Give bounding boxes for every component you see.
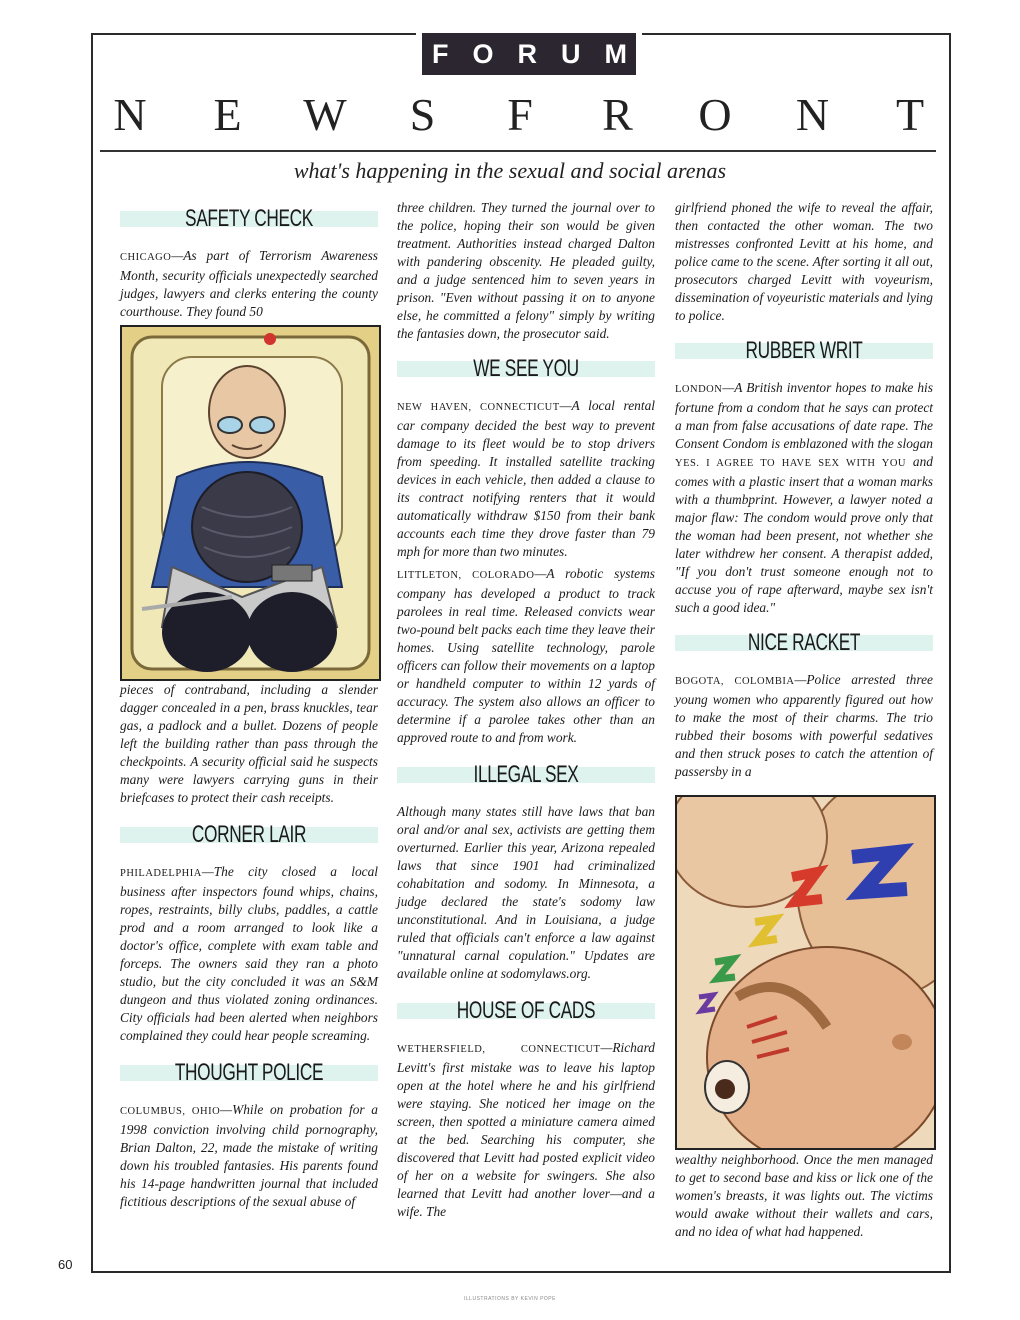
article-rubber-writ <box>675 379 933 617</box>
headline-text: HOUSE OF CADS <box>456 997 596 1024</box>
article-text: —A robotic systems company has developed a product to track parolees in real time. Released convicts wear two-pound belt packs each time they leave their homes. Using satellite technology, parole officers can follow their movements on a laptop or handheld computer to within 12 yards of accuracy. The system also allows an officer to determine if a parolee takes other than an approved route to and from work. <box>397 566 655 745</box>
forum-banner: FORUM <box>422 33 636 75</box>
newsfront-letter: S <box>409 89 436 140</box>
headline-illegal-sex <box>397 757 655 793</box>
page-number: 60 <box>58 1257 73 1272</box>
condom-slogan: YES. I AGREE TO HAVE SEX WITH YOU <box>675 458 906 469</box>
headline-house-of-cads <box>397 993 655 1029</box>
sleeping-face-zzz-illustration <box>675 795 936 1150</box>
column-3-bottom <box>675 1151 933 1241</box>
newsfront-letter: N <box>795 89 830 140</box>
newsfront-letter: W <box>303 89 347 140</box>
article-we-see-you-littleton <box>397 565 655 747</box>
headline-text: ILLEGAL SEX <box>473 761 579 788</box>
column-2 <box>397 199 655 1221</box>
article-thought-police-part-1 <box>120 1101 378 1211</box>
article-house-of-cads-part-2: girlfriend phoned the wife to reveal the affair, then contacted the other woman. The two mistresses confronted Levitt at his home, and police came to the scene. After sorting it all out, prosecutors charged Levitt with voyeurism, dissemination of voyeuristic materials and lying to police. <box>675 200 933 323</box>
dateline: PHILADELPHIA <box>120 868 202 879</box>
dateline: CHICAGO <box>120 252 172 263</box>
article-we-see-you-new-haven <box>397 397 655 561</box>
article-safety-check-part-2: pieces of contraband, including a slender dagger concealed in a pen, brass knuckles, tear gas, a padlock and a bullet. Dozens of people left the building rather than pass through the checkpoints. A security official said he suspects many were lawyers carrying guns in their briefcases to protect their cash receipts. <box>120 682 378 805</box>
dateline: COLUMBUS, OHIO <box>120 1106 221 1117</box>
article-text: —Richard Levitt's first mistake was to leave his laptop open at the hotel where he and his girlfriend were staying. She noticed her image on the screen, then spotted a miniature camera aimed at the bed. Searching his computer, she discovered that Levitt had posted explicit video of her on a website for swingers. She also learned that Levitt had another lover—and a wife. The <box>397 1040 655 1219</box>
article-text: —A British inventor hopes to make his fortune from a condom that he says can protect a man from false accusations of date rape. The Consent Condom is emblazoned with the slogan <box>675 380 933 451</box>
headline-thought-police <box>120 1055 378 1091</box>
newsfront-letter: E <box>213 89 242 140</box>
article-nice-racket-part-2: wealthy neighborhood. Once the men managed to get to second base and kiss or lick one of the women's breasts, it was lights out. The victims would awake without their wallets and cars, and no idea of what had happened. <box>675 1152 933 1239</box>
masthead-rule <box>100 150 936 152</box>
newsfront-letter: T <box>895 89 925 140</box>
newsfront-letter: R <box>602 89 633 140</box>
article-text: —Police arrested three young women who apparently figured out how to make the most of their charms. The trio rubbed their bosoms with powerful sedatives and then struck poses to catch the attention of passersby in a <box>675 672 933 779</box>
article-text: —The city closed a local business after inspectors found whips, chains, ropes, restraints, billy clubs, paddles, a cattle prod and a room arranged to look like a doctor's office, complete with exam table and forceps. The owners said they ran a photo studio, but the city concluded it was an S&M dungeon and thus violated zoning ordinances. City officials had been alerted when neighbors complained they could hear people screaming. <box>120 864 378 1043</box>
illustration-art <box>122 327 379 679</box>
bald-man-in-chair-illustration <box>120 325 381 681</box>
article-text: —While on probation for a 1998 conviction involving child pornography, Brian Dalton, 22, made the mistake of writing down his troubled fantasies. His parents found his 14-page handwritten journal that included fictitious descriptions of the sexual abuse of <box>120 1102 378 1209</box>
illustration-credit: ILLUSTRATIONS BY KEVIN POPE <box>464 1296 556 1302</box>
article-thought-police-part-2: three children. They turned the journal over to the police, hoping their son would be given treatment. Authorities instead charged Dalton with pandering obscenity. He pleaded guilty, and a judge sentenced him to seven years in prison. "Even without passing it on to anyone else, he committed a felony" simply by writing the fantasies down, the prosecutor said. <box>397 200 655 341</box>
column-1-top <box>120 195 378 321</box>
illustration-art <box>677 797 934 1148</box>
headline-nice-racket <box>675 625 933 661</box>
column-1-bottom <box>120 681 378 1211</box>
article-corner-lair <box>120 863 378 1045</box>
headline-text: CORNER LAIR <box>191 821 307 848</box>
article-text: and comes with a plastic insert that a woman marks with a thumbprint. However, a lawyer noted a major flaw: The condom would prove only that the woman had been present, not whether she later withdrew her consent. A therapist added, "If you don't trust someone enough not to accuse you of rape afterward, maybe sex isn't such a good idea." <box>675 454 933 615</box>
newsfront-title <box>100 88 940 146</box>
headline-text: RUBBER WRIT <box>745 337 863 364</box>
article-text: —As part of Terrorism Awareness Month, security officials unexpectedly searched judges, lawyers and clerks entering the county courthouse. They found 50 <box>120 248 378 319</box>
dateline: NEW HAVEN, CONNECTICUT <box>397 402 560 413</box>
article-text: —A local rental car company decided the best way to prevent damage to its fleet would be to stop drivers from speeding. It installed satellite tracking devices in each vehicle, then added a clause to its contract notifying renters that it would automatically withdraw $150 from their bank accounts each time they drove faster than 79 mph for more than two minutes. <box>397 398 655 559</box>
tagline: what's happening in the sexual and social arenas <box>293 158 727 183</box>
newsfront-letter: F <box>507 89 533 140</box>
article-safety-check-part-1 <box>120 247 378 321</box>
headline-corner-lair <box>120 817 378 853</box>
newsfront-letter: O <box>698 89 732 140</box>
frame-top-rule-right <box>642 33 949 35</box>
dateline: BOGOTA, COLOMBIA <box>675 676 795 687</box>
dateline: LITTLETON, COLORADO <box>397 570 535 581</box>
column-3-top <box>675 199 933 781</box>
newsfront-letter: N <box>113 89 147 140</box>
article-illegal-sex: Although many states still have laws that ban oral and/or anal sex, activists are getting them overturned. Earlier this year, Arizona repealed laws that since 1901 had criminalized cohabitation and sodomy. In Minnesota, a judge declared the state's sodomy law unconstitutional. And in Louisiana, a judge ruled that officials can't enforce a law against "unnatural carnal copulation." Updates are available online at sodomylaws.org. <box>397 804 655 981</box>
headline-text: NICE RACKET <box>747 629 861 656</box>
headline-text: SAFETY CHECK <box>185 205 313 232</box>
article-house-of-cads-part-1 <box>397 1039 655 1221</box>
article-nice-racket-part-1 <box>675 671 933 781</box>
headline-text: WE SEE YOU <box>473 355 579 382</box>
dateline: WETHERSFIELD, CONNECTICUT <box>397 1044 601 1055</box>
headline-text: THOUGHT POLICE <box>174 1059 324 1086</box>
headline-we-see-you <box>397 351 655 387</box>
headline-rubber-writ <box>675 333 933 369</box>
frame-top-rule-left <box>91 33 416 35</box>
headline-safety-check <box>120 201 378 237</box>
dateline: LONDON <box>675 384 723 395</box>
